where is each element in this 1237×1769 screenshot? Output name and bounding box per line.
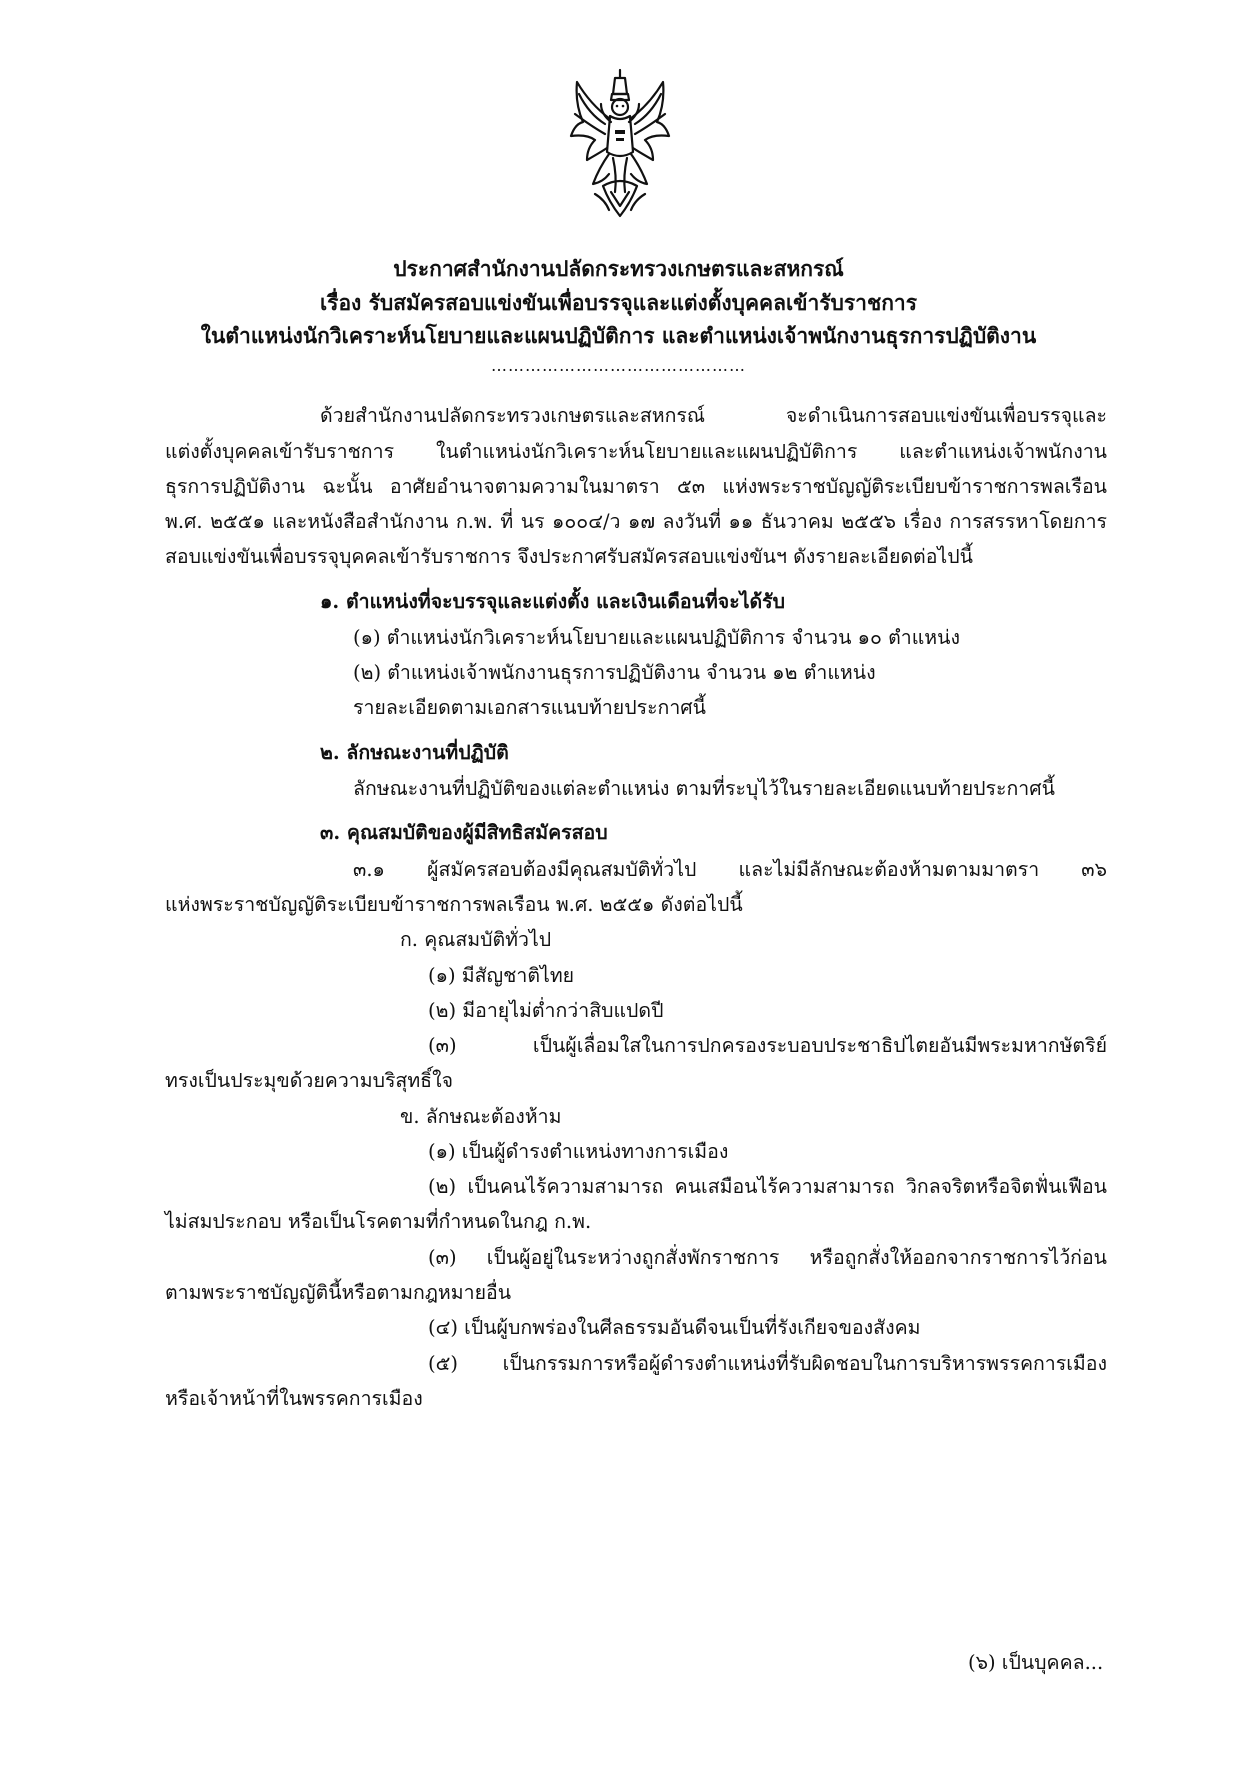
general-qualification-3-line-2: ทรงเป็นประมุขด้วยความบริสุทธิ์ใจ — [165, 1069, 454, 1092]
prohibited-2-line-2: ไม่สมประกอบ หรือเป็นโรคตามที่กำหนดในกฎ ก.พ. — [165, 1210, 592, 1233]
prohibited-5-line-1: (๕) เป็นกรรมการหรือผู้ดำรงตำแหน่งที่รับผิดชอบในการบริหารพรรคการเมือง — [428, 1352, 1107, 1375]
prohibited-1: (๑) เป็นผู้ดำรงตำแหน่งทางการเมือง — [428, 1140, 729, 1163]
general-qualifications-heading: ก. คุณสมบัติทั่วไป — [400, 928, 552, 951]
section-1-heading: ๑. ตำแหน่งที่จะบรรจุและแต่งตั้ง และเงินเดือนที่จะได้รับ — [320, 590, 786, 613]
prohibited-heading: ข. ลักษณะต้องห้าม — [400, 1105, 562, 1128]
section-3-1-line-1: ๓.๑ ผู้สมัครสอบต้องมีคุณสมบัติทั่วไป และไม่มีลักษณะต้องห้ามตามมาตรา ๓๖ — [353, 858, 1107, 881]
intro-line-2: แต่งตั้งบุคคลเข้ารับราชการ ในตำแหน่งนักวิเคราะห์นโยบายและแผนปฏิบัติการ และตำแหน่งเจ้าพนักงาน — [165, 440, 1107, 463]
announcement-positions: ในตำแหน่งนักวิเคราะห์นโยบายและแผนปฏิบัติการ และตำแหน่งเจ้าพนักงานธุรการปฏิบัติงาน — [200, 323, 1037, 348]
announcement-subject: เรื่อง รับสมัครสอบแข่งขันเพื่อบรรจุและแต่งตั้งบุคคลเข้ารับราชการ — [319, 290, 917, 315]
announcement-title: ประกาศสำนักงานปลัดกระทรวงเกษตรและสหกรณ์ — [393, 256, 844, 281]
prohibited-3-line-1: (๓) เป็นผู้อยู่ในระหว่างถูกสั่งพักราชการ หรือถูกสั่งให้ออกจากราชการไว้ก่อน — [428, 1246, 1107, 1269]
prohibited-2-line-1: (๒) เป็นคนไร้ความสามารถ คนเสมือนไร้ความสามารถ วิกลจริตหรือจิตฟั่นเฟือน — [428, 1175, 1107, 1198]
section-2-heading: ๒. ลักษณะงานที่ปฏิบัติ — [320, 741, 509, 764]
prohibited-3-line-2: ตามพระราชบัญญัตินี้หรือตามกฎหมายอื่น — [165, 1281, 512, 1304]
intro-line-1: ด้วยสำนักงานปลัดกระทรวงเกษตรและสหกรณ์ จะดำเนินการสอบแข่งขันเพื่อบรรจุและ — [320, 404, 1107, 427]
section-3-heading: ๓. คุณสมบัติของผู้มีสิทธิสมัครสอบ — [320, 821, 608, 844]
title-separator: ……………………………………… — [491, 356, 746, 375]
section-1-item-1: (๑) ตำแหน่งนักวิเคราะห์นโยบายและแผนปฏิบัติการ จำนวน ๑๐ ตำแหน่ง — [353, 626, 961, 649]
section-1-item-2: (๒) ตำแหน่งเจ้าพนักงานธุรการปฏิบัติงาน จำนวน ๑๒ ตำแหน่ง — [353, 661, 876, 684]
page-continuation: (๖) เป็นบุคคล... — [968, 1651, 1104, 1674]
intro-line-4: พ.ศ. ๒๕๕๑ และหนังสือสำนักงาน ก.พ. ที่ นร ๑๐๐๔/ว ๑๗ ลงวันที่ ๑๑ ธันวาคม ๒๕๕๖ เรื่อง การสรรหาโดยการ — [165, 510, 1107, 533]
general-qualification-2: (๒) มีอายุไม่ต่ำกว่าสิบแปดปี — [428, 999, 664, 1022]
intro-line-3: ธุรการปฏิบัติงาน ฉะนั้น อาศัยอำนาจตามความในมาตรา ๕๓ แห่งพระราชบัญญัติระเบียบข้าราชการพลเรือน — [165, 475, 1107, 498]
garuda-emblem-icon — [565, 64, 675, 224]
section-1-note: รายละเอียดตามเอกสารแนบท้ายประกาศนี้ — [353, 696, 707, 719]
general-qualification-1: (๑) มีสัญชาติไทย — [428, 964, 575, 987]
prohibited-4: (๔) เป็นผู้บกพร่องในศีลธรรมอันดีจนเป็นที่รังเกียจของสังคม — [428, 1316, 921, 1339]
section-3-1-line-2: แห่งพระราชบัญญัติระเบียบข้าราชการพลเรือน พ.ศ. ๒๕๕๑ ดังต่อไปนี้ — [165, 893, 743, 916]
prohibited-5-line-2: หรือเจ้าหน้าที่ในพรรคการเมือง — [165, 1387, 423, 1410]
general-qualification-3-line-1: (๓) เป็นผู้เลื่อมใสในการปกครองระบอบประชาธิปไตยอันมีพระมหากษัตริย์ — [428, 1034, 1107, 1057]
intro-line-5: สอบแข่งขันเพื่อบรรจุบุคคลเข้ารับราชการ จึงประกาศรับสมัครสอบแข่งขันฯ ดังรายละเอียดต่อไปนี้ — [165, 545, 973, 568]
section-2-body: ลักษณะงานที่ปฏิบัติของแต่ละตำแหน่ง ตามที่ระบุไว้ในรายละเอียดแนบท้ายประกาศนี้ — [353, 777, 1055, 800]
